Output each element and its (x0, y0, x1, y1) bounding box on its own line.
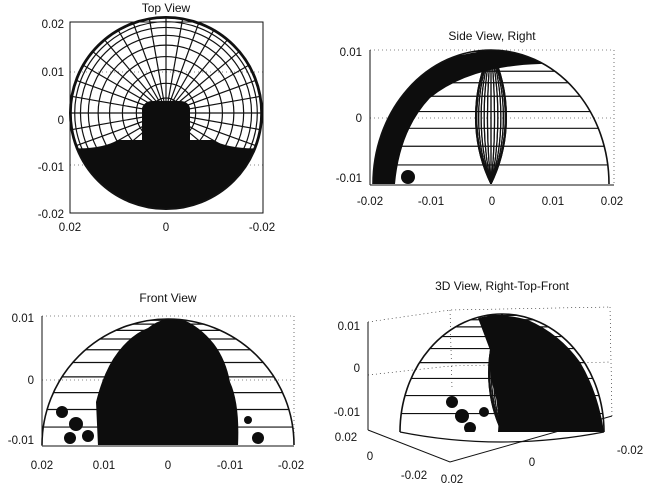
top-view-ytick: 0.01 (41, 67, 64, 79)
front-view-dome (42, 318, 294, 446)
top-view-ytick: -0.02 (37, 209, 64, 221)
side-view-title: Side View, Right (448, 29, 536, 43)
side-view-x-ticks (357, 196, 623, 208)
3d-view-ztick: 0.01 (337, 321, 360, 333)
side-view-ytick: 0 (355, 113, 362, 125)
3d-view-depth-ticks (335, 432, 427, 482)
top-view-ytick: 0.02 (41, 19, 64, 31)
3d-view-front-tick: 0 (528, 457, 536, 469)
3d-view-front-tick: -0.02 (616, 445, 644, 457)
top-view-xtick: -0.02 (248, 222, 276, 234)
3d-view-title: 3D View, Right-Top-Front (435, 279, 569, 293)
front-view-ytick: -0.01 (7, 435, 34, 447)
front-view-x-ticks (31, 460, 304, 472)
3d-view-front-ticks (441, 445, 643, 486)
top-view-sphere (70, 17, 263, 209)
front-view-dark-region (96, 318, 238, 446)
front-view-ytick: 0.01 (11, 313, 34, 325)
front-view-y-ticks (8, 313, 34, 447)
front-view-xtick: 0.01 (92, 460, 116, 472)
side-view-y-ticks (336, 47, 362, 185)
3d-view-ztick: 0 (353, 363, 360, 375)
3d-view-depth-tick: 0.02 (334, 432, 358, 444)
side-view-xtick: 0.01 (541, 196, 565, 208)
front-view-ytick: 0 (27, 375, 34, 387)
front-view-xtick: -0.02 (277, 460, 305, 472)
side-view-xtick: 0 (488, 196, 496, 208)
side-view-dome (373, 50, 609, 184)
3d-view-ztick: -0.01 (333, 407, 360, 419)
3d-view-depth-tick: 0 (366, 451, 374, 463)
front-view-title: Front View (139, 291, 197, 305)
top-view-ytick: -0.01 (37, 162, 64, 174)
side-view-xtick: -0.02 (356, 196, 384, 208)
side-view-dark-region (373, 50, 565, 184)
top-view-x-ticks (59, 222, 275, 234)
top-view-y-ticks (38, 19, 64, 221)
top-view-ytick: 0 (57, 115, 64, 127)
3d-view-depth-tick: -0.02 (400, 470, 428, 482)
side-view-xtick: -0.01 (417, 196, 445, 208)
side-view-ytick: -0.01 (335, 173, 362, 185)
top-view-xtick: 0 (162, 222, 170, 234)
side-view-panel (336, 29, 623, 208)
side-view-xtick: 0.02 (600, 196, 624, 208)
front-view-xtick: 0.02 (30, 460, 54, 472)
front-view-xtick: -0.01 (216, 460, 244, 472)
3d-view-panel (334, 279, 643, 486)
3d-view-dome (400, 314, 604, 442)
3d-view-z-ticks (334, 321, 360, 419)
top-view-title: Top View (141, 1, 191, 15)
top-view-panel (38, 1, 275, 234)
front-view-panel (8, 291, 304, 472)
side-view-ytick: 0.01 (339, 47, 362, 59)
top-view-xtick: 0.02 (58, 222, 82, 234)
3d-view-front-tick: 0.02 (440, 474, 464, 486)
front-view-xtick: 0 (164, 460, 172, 472)
